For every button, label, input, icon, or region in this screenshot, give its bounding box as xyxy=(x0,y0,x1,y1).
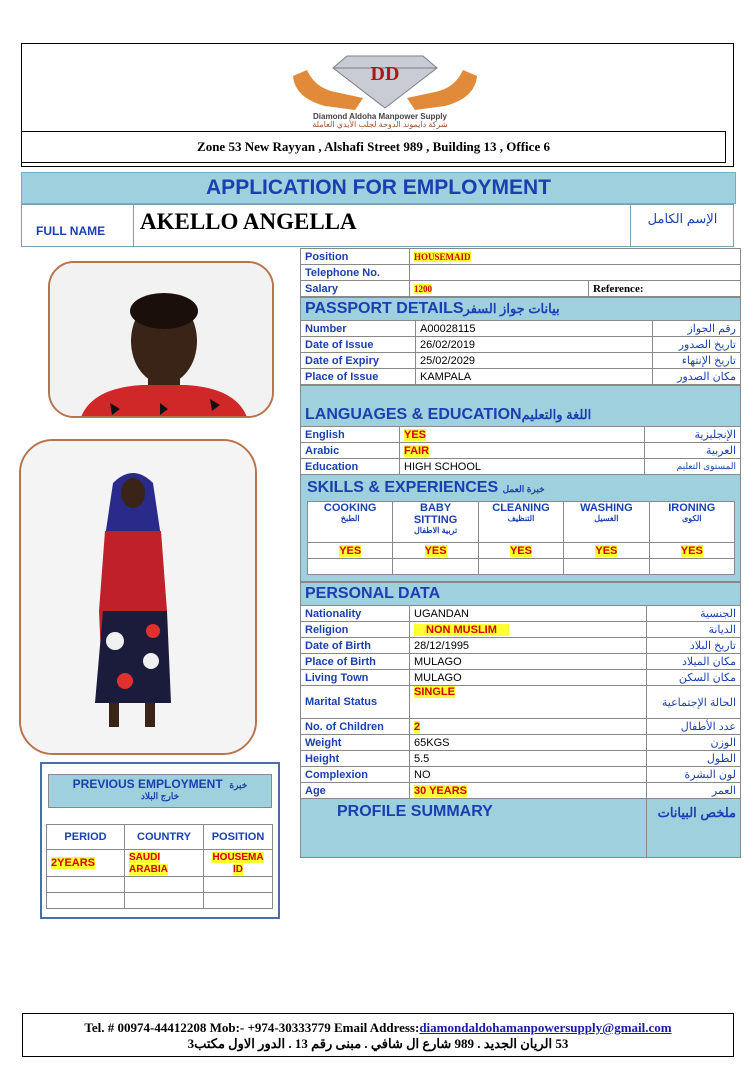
column-header: COUNTRY xyxy=(125,825,204,850)
skill-label-ar: الغسيل xyxy=(594,514,619,523)
row-label-ar: رقم الجواز xyxy=(653,321,741,337)
previous-employment-heading-ar-1: خبرة xyxy=(229,780,248,790)
company-name-ar: شركة دايموند الدوحة لجلب الأيدي العاملة xyxy=(312,120,448,129)
row-value: NO xyxy=(410,767,647,783)
skills-section xyxy=(300,475,741,582)
row-label: English xyxy=(301,427,400,443)
passport-table xyxy=(300,297,741,385)
passport-row xyxy=(301,353,741,369)
row-value: HIGH SCHOOL xyxy=(400,459,645,475)
row-value: FAIR xyxy=(404,444,430,457)
row-label: Weight xyxy=(301,735,410,751)
row-label-ar: مكان الميلاد xyxy=(647,654,741,670)
row-value: 65KGS xyxy=(410,735,647,751)
row-label-ar: المستوى التعليم xyxy=(645,459,741,475)
row-value: 26/02/2019 xyxy=(416,337,653,353)
full-name-label-ar: الإسم الكامل xyxy=(630,205,734,246)
skill-label: WASHING xyxy=(580,502,633,514)
language-row xyxy=(301,443,741,459)
company-address: Zone 53 New Rayyan , Alshafi Street 989 , Building 13 , Office 6 xyxy=(21,131,726,163)
skill-value: YES xyxy=(339,544,362,557)
row-label: Age xyxy=(301,783,410,799)
row-label: Place of Birth xyxy=(301,654,410,670)
column-header: POSITION xyxy=(204,825,273,850)
skill-label-ar: الكوى xyxy=(682,514,702,523)
skills-heading: SKILLS & EXPERIENCES xyxy=(307,479,499,496)
row-label: No. of Children xyxy=(301,719,410,735)
salary-value: 1200 xyxy=(414,283,432,294)
row-label: Education xyxy=(301,459,400,475)
previous-employment-heading-ar-2: خارج البلاد xyxy=(140,791,180,801)
row-label-ar: تاريخ الإنتهاء xyxy=(653,353,741,369)
previous-employment-heading: PREVIOUS EMPLOYMENT xyxy=(72,777,223,791)
telephone-label: Telephone No. xyxy=(301,265,410,281)
row-label-ar: العربية xyxy=(645,443,741,459)
row-value: 5.5 xyxy=(410,751,647,767)
row-label: Date of Issue xyxy=(301,337,416,353)
row-value: UGANDAN xyxy=(410,606,647,622)
personal-data-table xyxy=(300,582,741,858)
full-name-label: FULL NAME xyxy=(22,205,134,246)
languages-heading-ar: اللغة والتعليم xyxy=(521,407,592,422)
row-value: KAMPALA xyxy=(416,369,653,385)
footer-email-link[interactable]: diamondaldohamanpowersupply@gmail.com xyxy=(419,1020,672,1035)
row-label: Arabic xyxy=(301,443,400,459)
telephone-value xyxy=(410,265,741,281)
profile-summary-heading: PROFILE SUMMARY xyxy=(301,799,647,858)
applicant-full-body-photo xyxy=(19,439,257,755)
row-label: Number xyxy=(301,321,416,337)
salary-label: Salary xyxy=(301,281,410,297)
column-header: PERIOD xyxy=(47,825,125,850)
language-row xyxy=(301,427,741,443)
skills-table xyxy=(307,501,735,575)
languages-table xyxy=(300,385,741,475)
svg-text:DD: DD xyxy=(370,63,400,85)
profile-summary-heading-ar: ملخص البيانات xyxy=(647,799,741,858)
full-name-row xyxy=(21,204,734,247)
row-value: YES xyxy=(404,428,427,441)
passport-heading: PASSPORT DETAILS xyxy=(305,300,464,317)
row-label: Height xyxy=(301,751,410,767)
skill-label: IRONING xyxy=(668,502,716,514)
language-row xyxy=(301,459,741,475)
previous-employment-box xyxy=(40,762,280,919)
row-value: A00028115 xyxy=(416,321,653,337)
row-label: Nationality xyxy=(301,606,410,622)
row-value: NON MUSLIM xyxy=(414,624,509,636)
row-label: Marital Status xyxy=(301,686,410,719)
position-table xyxy=(300,248,741,297)
row-label-ar: الإنجليزية xyxy=(645,427,741,443)
skills-heading-ar: خبرة العمل xyxy=(502,484,545,494)
row-cell: HOUSEMA ID xyxy=(212,852,264,875)
skill-value: YES xyxy=(680,544,703,557)
applicant-portrait-photo xyxy=(48,261,274,418)
footer-contact-line: Tel. # 00974-44412208 Mob:- +974-30333779 Email Address: xyxy=(84,1020,420,1035)
row-cell: 2YEARS xyxy=(51,857,96,869)
row-label: Living Town xyxy=(301,670,410,686)
full-name-value: AKELLO ANGELLA xyxy=(140,209,357,234)
row-label: Date of Expiry xyxy=(301,353,416,369)
position-label: Position xyxy=(301,249,410,265)
row-label-ar: تاريخ البلاد xyxy=(647,638,741,654)
row-label-ar: لون البشرة xyxy=(647,767,741,783)
row-label-ar: الجنسية xyxy=(647,606,741,622)
passport-row xyxy=(301,337,741,353)
skill-value: YES xyxy=(595,544,618,557)
row-label-ar: الطول xyxy=(647,751,741,767)
row-value: 30 YEARS xyxy=(414,784,467,797)
table-row xyxy=(47,850,273,877)
row-label-ar: مكان الصدور xyxy=(653,369,741,385)
row-value: MULAGO xyxy=(410,654,647,670)
skill-label-ar: الطبخ xyxy=(340,514,360,523)
row-label-ar: مكان السكن xyxy=(647,670,741,686)
row-value: MULAGO xyxy=(410,670,647,686)
skill-label-ar: تربية الاطفال xyxy=(413,526,458,535)
skill-value: YES xyxy=(424,544,447,557)
reference-label: Reference: xyxy=(589,281,741,297)
row-label-ar: عدد الأطفال xyxy=(647,719,741,735)
row-value: SINGLE xyxy=(414,686,455,698)
row-value: 25/02/2029 xyxy=(416,353,653,369)
personal-heading: PERSONAL DATA xyxy=(301,583,741,606)
row-value: 28/12/1995 xyxy=(410,638,647,654)
page-title: APPLICATION FOR EMPLOYMENT xyxy=(21,172,736,204)
skill-label: COOKING xyxy=(323,502,377,514)
row-label-ar: الديانة xyxy=(647,622,741,638)
row-label: Religion xyxy=(301,622,410,638)
row-label: Date of Birth xyxy=(301,638,410,654)
company-name: Diamond Aldoha Manpower Supply xyxy=(313,112,447,121)
row-label: Place of Issue xyxy=(301,369,416,385)
passport-row xyxy=(301,321,741,337)
passport-heading-ar: بيانات جواز السفر xyxy=(463,301,560,316)
skill-label: BABY SITTING xyxy=(413,502,458,526)
row-label-ar: الحالة الإجتماعية xyxy=(647,686,741,719)
skill-label: CLEANING xyxy=(492,502,550,514)
previous-employment-table xyxy=(46,824,273,909)
row-label-ar: العمر xyxy=(647,783,741,799)
skill-label-ar: التنظيف xyxy=(507,514,535,523)
row-label: Complexion xyxy=(301,767,410,783)
row-label-ar: تاريخ الصدور xyxy=(653,337,741,353)
application-details-panel xyxy=(300,248,741,858)
row-label-ar: الوزن xyxy=(647,735,741,751)
footer-contact xyxy=(22,1013,734,1057)
footer-address-ar: 53 الريان الجديد . 989 شارع ال شافي . مبنى رقم 13 . الدور الاول مكتب3 xyxy=(187,1036,569,1051)
passport-row xyxy=(301,369,741,385)
skill-value: YES xyxy=(509,544,532,557)
row-cell: SAUDI ARABIA xyxy=(129,852,168,875)
position-value: HOUSEMAID xyxy=(414,251,471,262)
row-value: 2 xyxy=(414,720,421,733)
company-logo xyxy=(285,48,485,114)
languages-heading: LANGUAGES & EDUCATION xyxy=(305,406,522,423)
